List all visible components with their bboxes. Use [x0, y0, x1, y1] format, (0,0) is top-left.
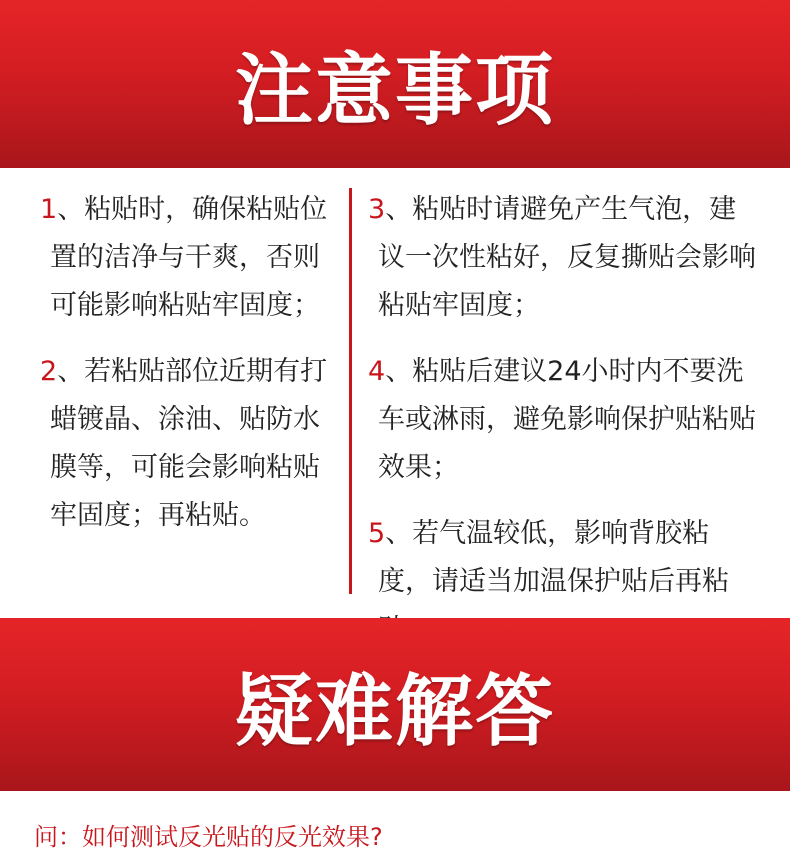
faq-question: 问：如何测试反光贴的反光效果? — [34, 823, 383, 851]
note-number: 5 — [368, 518, 386, 549]
note-text: 、粘贴时，确保粘贴位置的洁净与干爽，否则可能影响粘贴牢固度； — [50, 194, 328, 321]
note-number: 3 — [368, 194, 386, 225]
faq-header-banner — [0, 618, 790, 791]
note-text: 、粘贴后建议24小时内不要洗车或淋雨，避免影响保护贴粘贴效果； — [378, 356, 756, 483]
note-number: 1 — [40, 194, 58, 225]
notes-left-column — [40, 186, 340, 540]
note-number: 4 — [368, 356, 386, 387]
notes-header-banner — [0, 0, 790, 168]
note-item-2 — [40, 348, 340, 540]
column-divider — [349, 188, 352, 594]
notes-section — [0, 168, 790, 618]
note-number: 2 — [40, 356, 58, 387]
note-item-4 — [368, 348, 758, 492]
note-text: 、若粘贴部位近期有打蜡镀晶、涂油、贴防水膜等，可能会影响粘贴牢固度；再粘贴。 — [50, 356, 328, 531]
note-text: 、粘贴时请避免产生气泡，建议一次性粘好，反复撕贴会影响粘贴牢固度； — [378, 194, 756, 321]
notes-title: 注意事项 — [234, 46, 555, 136]
faq-section — [0, 791, 790, 851]
note-item-1 — [40, 186, 340, 330]
notes-right-column — [368, 186, 758, 654]
note-item-3 — [368, 186, 758, 330]
faq-title: 疑难解答 — [234, 666, 555, 757]
note-text: 、若气温较低，影响背胶粘度，请适当加温保护贴后再粘 — [378, 518, 729, 597]
